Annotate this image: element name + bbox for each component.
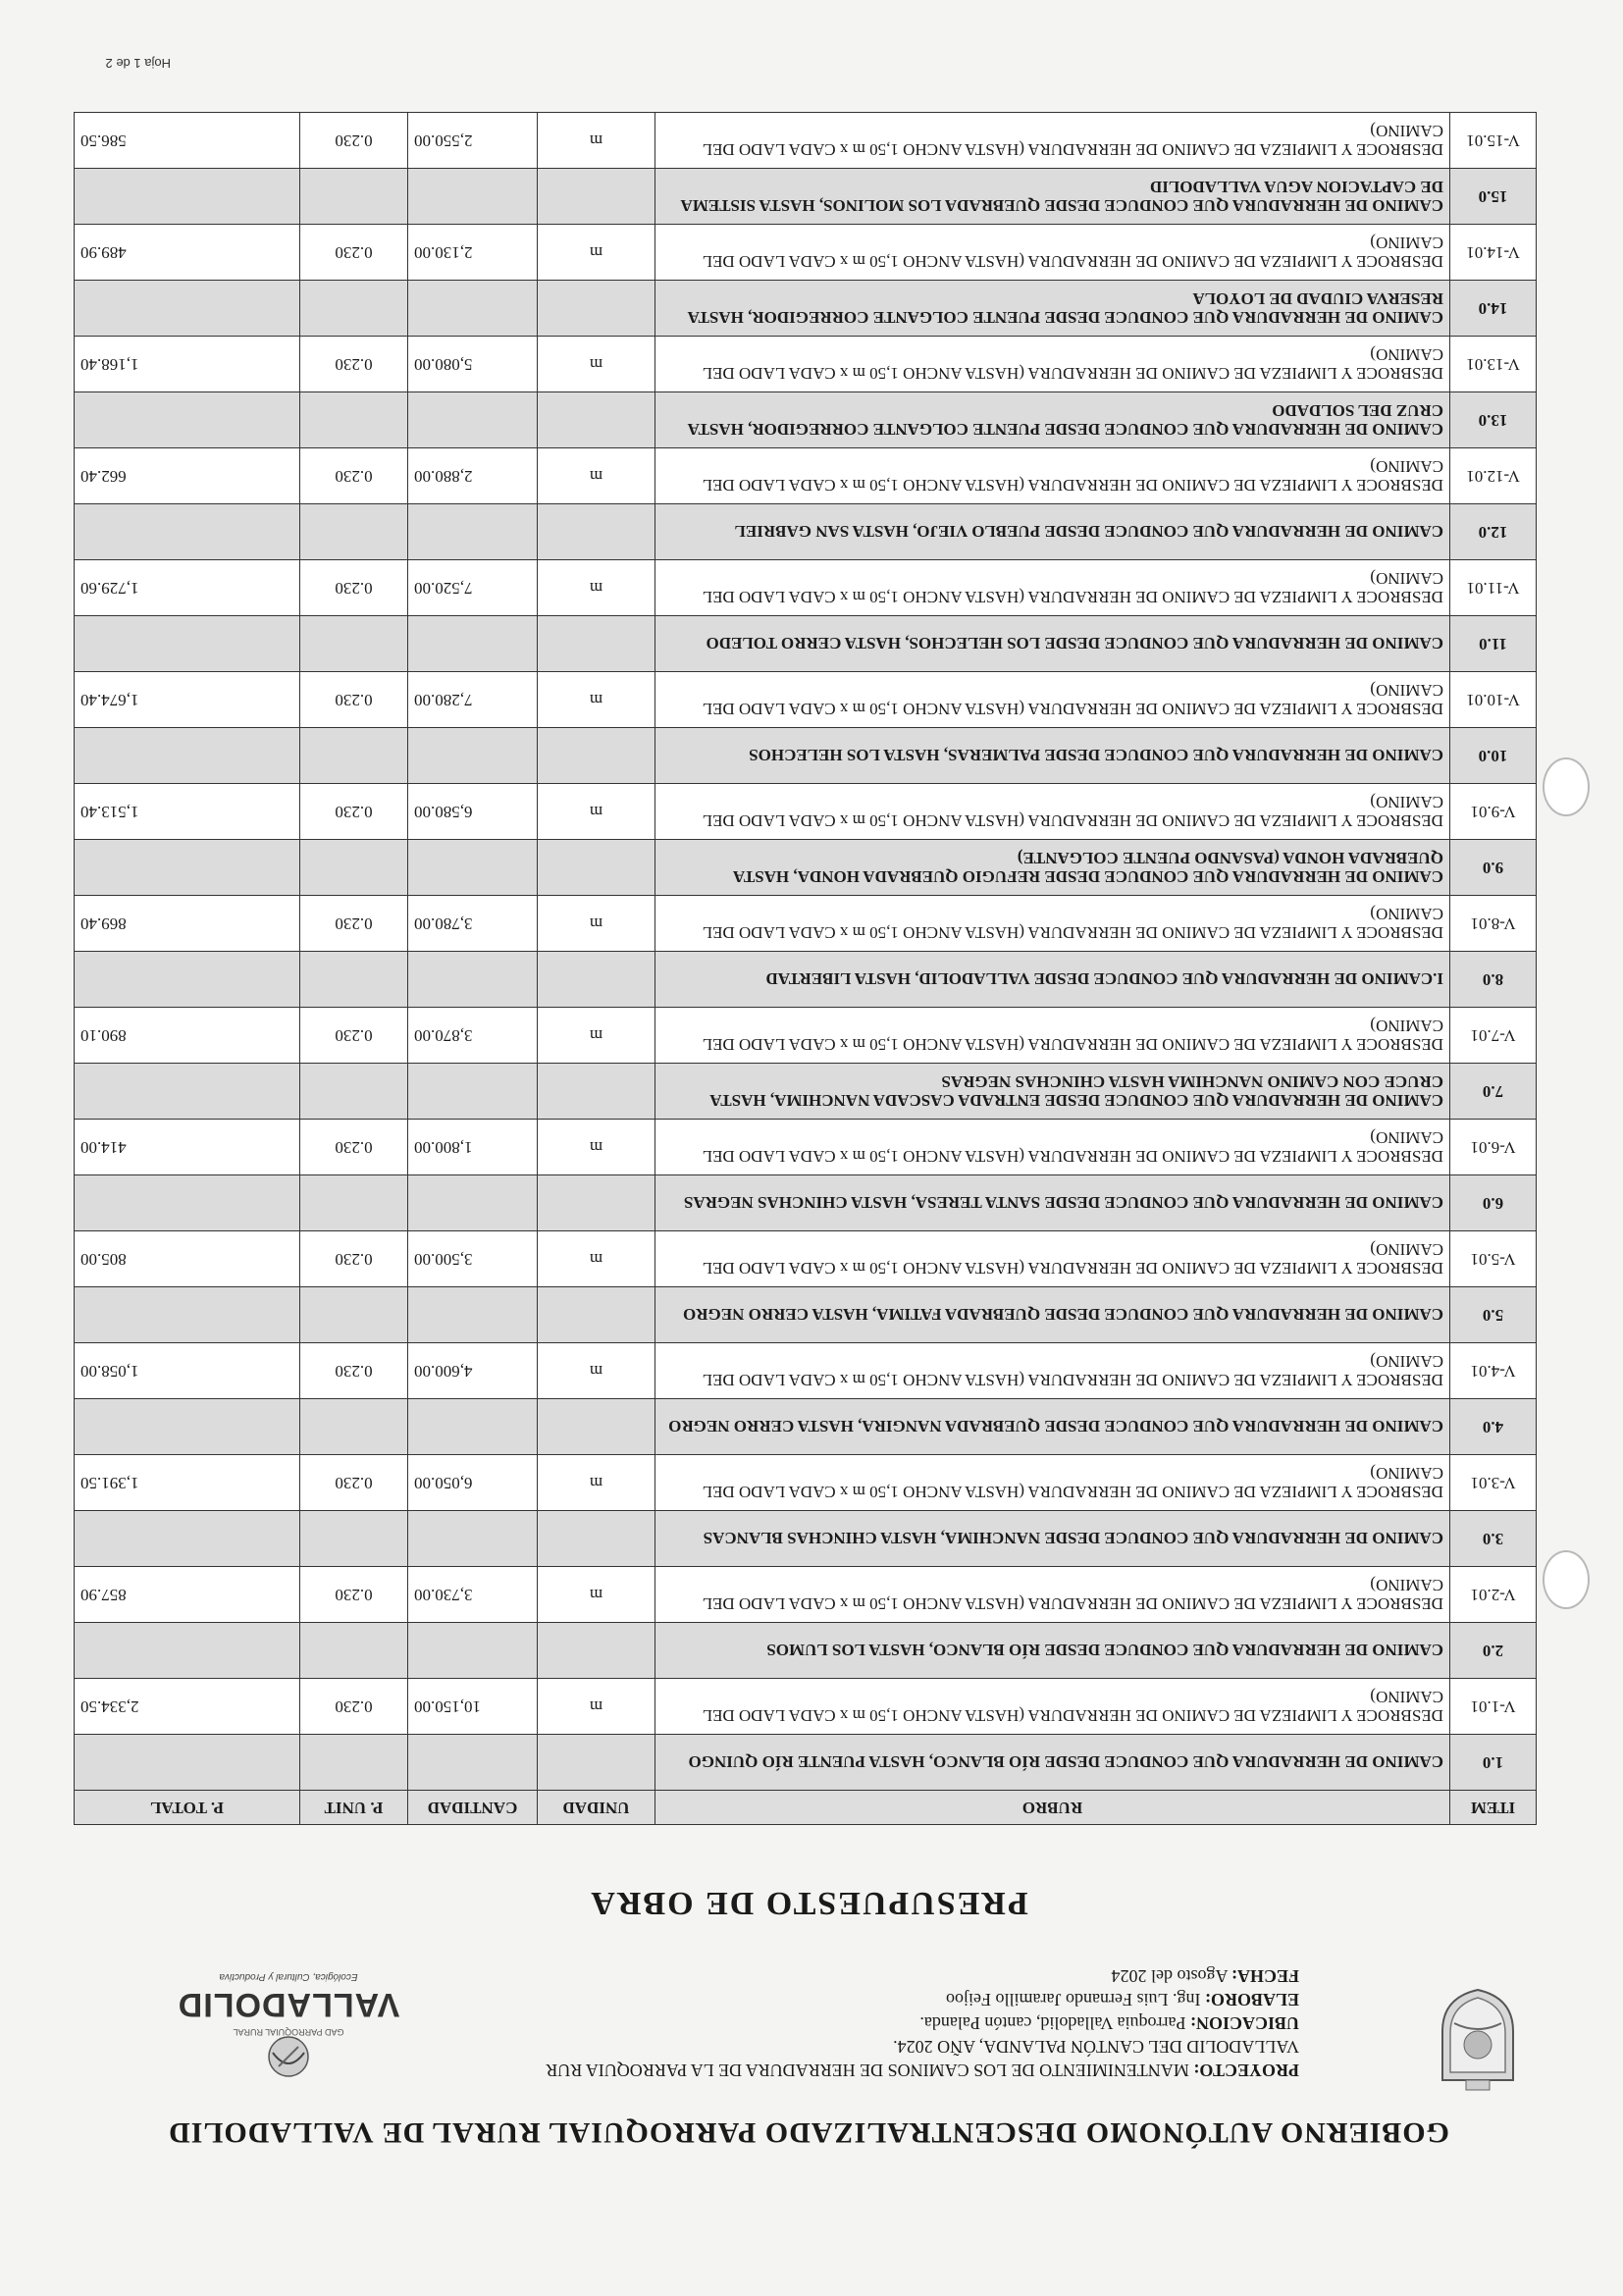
cell-unidad bbox=[538, 504, 655, 560]
cell-punit bbox=[300, 1287, 408, 1343]
cell-item: V-4.01 bbox=[1450, 1343, 1537, 1399]
cell-ptotal: 662.40 bbox=[75, 448, 300, 504]
cell-unidad bbox=[538, 616, 655, 672]
cell-unidad: m bbox=[538, 560, 655, 616]
cell-unidad: m bbox=[538, 784, 655, 840]
cell-cantidad: 1,800.00 bbox=[408, 1120, 538, 1175]
cell-punit bbox=[300, 1623, 408, 1679]
cell-punit bbox=[300, 169, 408, 225]
cell-punit bbox=[300, 1064, 408, 1120]
cell-rubro: CAMINO DE HERRADURA QUE CONDUCE DESDE PUEBLO VIEJO, HASTA SAN GABRIEL bbox=[655, 504, 1450, 560]
table-row bbox=[75, 784, 1537, 840]
date-line bbox=[445, 1964, 1299, 1988]
cell-ptotal bbox=[75, 728, 300, 784]
project-line bbox=[445, 2035, 1299, 2082]
cell-cantidad: 2,130.00 bbox=[408, 225, 538, 281]
cell-punit: 0.230 bbox=[300, 1455, 408, 1511]
cell-rubro: CAMINO DE HERRADURA QUE CONDUCE DESDE PUENTE COLGANTE CORREGIDOR, HASTA RESERVA CIUDAD DE LOYOLA bbox=[655, 281, 1450, 337]
cell-unidad bbox=[538, 728, 655, 784]
cell-ptotal: 414.00 bbox=[75, 1120, 300, 1175]
table-category-row bbox=[75, 1175, 1537, 1231]
cell-ptotal bbox=[75, 1511, 300, 1567]
cell-unidad: m bbox=[538, 1008, 655, 1064]
cell-unidad bbox=[538, 1287, 655, 1343]
cell-rubro: CAMINO DE HERRADURA QUE CONDUCE DESDE RÍO BLANCO, HASTA LOS LUMOS bbox=[655, 1623, 1450, 1679]
cell-punit bbox=[300, 392, 408, 448]
cell-rubro: DESBROCE Y LIMPIEZA DE CAMINO DE HERRADURA (HASTA ANCHO 1,50 m x CADA LADO DEL CAMINO) bbox=[655, 1231, 1450, 1287]
coat-of-arms-seal bbox=[1433, 1986, 1523, 2092]
table-row bbox=[75, 337, 1537, 392]
cell-unidad bbox=[538, 169, 655, 225]
cell-item: V-13.01 bbox=[1450, 337, 1537, 392]
cell-punit: 0.230 bbox=[300, 113, 408, 169]
budget-table bbox=[74, 112, 1537, 1825]
cell-item: 11.0 bbox=[1450, 616, 1537, 672]
cell-unidad: m bbox=[538, 1120, 655, 1175]
cell-cantidad bbox=[408, 504, 538, 560]
project-label: PROYECTO: bbox=[1193, 2061, 1299, 2080]
cell-rubro: CAMINO DE HERRADURA QUE CONDUCE DESDE QUEBRADA NANGIRA, HASTA CERRO NEGRO bbox=[655, 1399, 1450, 1455]
location-value: Parroquia Valladolid, cantón Palanda. bbox=[919, 2013, 1186, 2033]
cell-cantidad: 3,730.00 bbox=[408, 1567, 538, 1623]
cell-rubro: DESBROCE Y LIMPIEZA DE CAMINO DE HERRADURA (HASTA ANCHO 1,50 m x CADA LADO DEL CAMINO) bbox=[655, 113, 1450, 169]
cell-cantidad: 7,280.00 bbox=[408, 672, 538, 728]
cell-punit bbox=[300, 1735, 408, 1791]
cell-ptotal: 1,674.40 bbox=[75, 672, 300, 728]
header-punit: P. UNIT bbox=[300, 1791, 408, 1825]
cell-item: 2.0 bbox=[1450, 1623, 1537, 1679]
cell-cantidad bbox=[408, 1735, 538, 1791]
header-rubro: RUBRO bbox=[655, 1791, 1450, 1825]
cell-cantidad bbox=[408, 1399, 538, 1455]
table-row bbox=[75, 560, 1537, 616]
cell-ptotal bbox=[75, 169, 300, 225]
cell-unidad bbox=[538, 952, 655, 1008]
cell-item: V-8.01 bbox=[1450, 896, 1537, 952]
cell-ptotal bbox=[75, 952, 300, 1008]
cell-cantidad: 5,080.00 bbox=[408, 337, 538, 392]
cell-unidad bbox=[538, 281, 655, 337]
cell-rubro: CAMINO DE HERRADURA QUE CONDUCE DESDE NANCHIMA, HASTA CHINCHAS BLANCAS bbox=[655, 1511, 1450, 1567]
cell-ptotal: 1,729.60 bbox=[75, 560, 300, 616]
cell-ptotal: 586.50 bbox=[75, 113, 300, 169]
project-info bbox=[445, 1964, 1299, 2082]
cell-punit: 0.230 bbox=[300, 784, 408, 840]
cell-cantidad: 7,520.00 bbox=[408, 560, 538, 616]
cell-rubro: DESBROCE Y LIMPIEZA DE CAMINO DE HERRADURA (HASTA ANCHO 1,50 m x CADA LADO DEL CAMINO) bbox=[655, 1120, 1450, 1175]
cell-item: 9.0 bbox=[1450, 840, 1537, 896]
cell-cantidad: 3,870.00 bbox=[408, 1008, 538, 1064]
cell-rubro: CAMINO DE HERRADURA QUE CONDUCE DESDE SANTA TERESA, HASTA CHINCHAS NEGRAS bbox=[655, 1175, 1450, 1231]
cell-cantidad: 4,600.00 bbox=[408, 1343, 538, 1399]
location-line bbox=[445, 2011, 1299, 2035]
cell-unidad bbox=[538, 840, 655, 896]
cell-unidad: m bbox=[538, 448, 655, 504]
document-header bbox=[73, 1885, 1544, 2149]
cell-item: 8.0 bbox=[1450, 952, 1537, 1008]
cell-cantidad bbox=[408, 1287, 538, 1343]
cell-ptotal bbox=[75, 1399, 300, 1455]
logo-slogan: Ecológica, Cultural y Productiva bbox=[219, 1971, 358, 1982]
table-category-row bbox=[75, 169, 1537, 225]
cell-cantidad: 6,580.00 bbox=[408, 784, 538, 840]
cell-ptotal bbox=[75, 392, 300, 448]
cell-rubro: DESBROCE Y LIMPIEZA DE CAMINO DE HERRADURA (HASTA ANCHO 1,50 m x CADA LADO DEL CAMINO) bbox=[655, 896, 1450, 952]
cell-item: V-15.01 bbox=[1450, 113, 1537, 169]
cell-ptotal bbox=[75, 1623, 300, 1679]
table-category-row bbox=[75, 1287, 1537, 1343]
punch-hole-top bbox=[1543, 1550, 1590, 1609]
cell-ptotal: 2,334.50 bbox=[75, 1679, 300, 1735]
cell-punit bbox=[300, 281, 408, 337]
cell-cantidad: 3,780.00 bbox=[408, 896, 538, 952]
cell-ptotal: 1,391.50 bbox=[75, 1455, 300, 1511]
cell-unidad: m bbox=[538, 896, 655, 952]
author-label: ELABORO: bbox=[1204, 1990, 1299, 2009]
cell-rubro: DESBROCE Y LIMPIEZA DE CAMINO DE HERRADURA (HASTA ANCHO 1,50 m x CADA LADO DEL CAMINO) bbox=[655, 448, 1450, 504]
cell-unidad bbox=[538, 1175, 655, 1231]
cell-rubro: I.CAMINO DE HERRADURA QUE CONDUCE DESDE VALLADOLID, HASTA LIBERTAD bbox=[655, 952, 1450, 1008]
cell-unidad: m bbox=[538, 672, 655, 728]
cell-item: V-3.01 bbox=[1450, 1455, 1537, 1511]
cell-unidad: m bbox=[538, 1679, 655, 1735]
cell-item: V-2.01 bbox=[1450, 1567, 1537, 1623]
table-category-row bbox=[75, 1064, 1537, 1120]
cell-item: V-10.01 bbox=[1450, 672, 1537, 728]
cell-unidad bbox=[538, 1735, 655, 1791]
cell-unidad bbox=[538, 392, 655, 448]
cell-ptotal: 1,513.40 bbox=[75, 784, 300, 840]
project-value: MANTENIMIENTO DE LOS CAMINOS DE HERRADURA DE LA PARROQUIA RUR VALLADOLID DEL CANTÓN PALANDA, AÑO 2024. bbox=[546, 2037, 1299, 2080]
cell-ptotal: 869.40 bbox=[75, 896, 300, 952]
cell-ptotal bbox=[75, 1735, 300, 1791]
cell-rubro: CAMINO DE HERRADURA QUE CONDUCE DESDE REFUGIO QUEBRADA HONDA, HASTA QUEBRADA HONDA (PASANDO PUENTE COLGANTE) bbox=[655, 840, 1450, 896]
punch-hole-bottom bbox=[1543, 757, 1590, 816]
cell-unidad: m bbox=[538, 1231, 655, 1287]
cell-item: 15.0 bbox=[1450, 169, 1537, 225]
cell-ptotal bbox=[75, 1287, 300, 1343]
cell-ptotal bbox=[75, 616, 300, 672]
cell-item: V-5.01 bbox=[1450, 1231, 1537, 1287]
cell-punit bbox=[300, 1175, 408, 1231]
table-category-row bbox=[75, 1735, 1537, 1791]
cell-item: V-6.01 bbox=[1450, 1120, 1537, 1175]
logo-tagline-top: GAD PARROQUIAL RURAL bbox=[233, 2027, 344, 2037]
cell-punit: 0.230 bbox=[300, 1231, 408, 1287]
cell-ptotal: 857.90 bbox=[75, 1567, 300, 1623]
cell-rubro: CAMINO DE HERRADURA QUE CONDUCE DESDE ENTRADA CASCADA NANCHIMA, HASTA CRUCE CON CAMINO NANCHIMA HASTA CHINCHAS NEGRAS bbox=[655, 1064, 1450, 1120]
table-category-row bbox=[75, 281, 1537, 337]
cell-rubro: DESBROCE Y LIMPIEZA DE CAMINO DE HERRADURA (HASTA ANCHO 1,50 m x CADA LADO DEL CAMINO) bbox=[655, 1455, 1450, 1511]
cell-ptotal: 1,058.00 bbox=[75, 1343, 300, 1399]
cell-ptotal bbox=[75, 1064, 300, 1120]
cell-rubro: CAMINO DE HERRADURA QUE CONDUCE DESDE QUEBRADA LOS MOLINOS, HASTA SISTEMA DE CAPTACION AGUA VALLADOLID bbox=[655, 169, 1450, 225]
cell-rubro: DESBROCE Y LIMPIEZA DE CAMINO DE HERRADURA (HASTA ANCHO 1,50 m x CADA LADO DEL CAMINO) bbox=[655, 1679, 1450, 1735]
cell-ptotal: 489.90 bbox=[75, 225, 300, 281]
cell-punit bbox=[300, 840, 408, 896]
cell-cantidad bbox=[408, 1623, 538, 1679]
document-title: PRESUPUESTO DE OBRA bbox=[589, 1885, 1028, 1921]
cell-item: 13.0 bbox=[1450, 392, 1537, 448]
cell-punit: 0.230 bbox=[300, 560, 408, 616]
cell-unidad bbox=[538, 1399, 655, 1455]
cell-unidad: m bbox=[538, 225, 655, 281]
cell-rubro: DESBROCE Y LIMPIEZA DE CAMINO DE HERRADURA (HASTA ANCHO 1,50 m x CADA LADO DEL CAMINO) bbox=[655, 560, 1450, 616]
table-row bbox=[75, 1343, 1537, 1399]
valladolid-logo bbox=[171, 1943, 406, 2080]
cell-item: 5.0 bbox=[1450, 1287, 1537, 1343]
cell-rubro: DESBROCE Y LIMPIEZA DE CAMINO DE HERRADURA (HASTA ANCHO 1,50 m x CADA LADO DEL CAMINO) bbox=[655, 784, 1450, 840]
cell-cantidad bbox=[408, 728, 538, 784]
header-unidad: UNIDAD bbox=[538, 1791, 655, 1825]
cell-punit: 0.230 bbox=[300, 1679, 408, 1735]
cell-item: V-11.01 bbox=[1450, 560, 1537, 616]
cell-cantidad bbox=[408, 169, 538, 225]
table-category-row bbox=[75, 840, 1537, 896]
page-number: Hoja 1 de 2 bbox=[105, 56, 171, 71]
cell-ptotal bbox=[75, 504, 300, 560]
cell-punit bbox=[300, 1511, 408, 1567]
table-category-row bbox=[75, 504, 1537, 560]
cell-cantidad bbox=[408, 1064, 538, 1120]
cell-item: 12.0 bbox=[1450, 504, 1537, 560]
cell-punit: 0.230 bbox=[300, 672, 408, 728]
date-value: Agosto del 2024 bbox=[1111, 1966, 1229, 1986]
cell-unidad bbox=[538, 1511, 655, 1567]
cell-unidad: m bbox=[538, 1455, 655, 1511]
table-row bbox=[75, 1120, 1537, 1175]
cell-rubro: DESBROCE Y LIMPIEZA DE CAMINO DE HERRADURA (HASTA ANCHO 1,50 m x CADA LADO DEL CAMINO) bbox=[655, 225, 1450, 281]
cell-unidad bbox=[538, 1064, 655, 1120]
cell-cantidad: 6,050.00 bbox=[408, 1455, 538, 1511]
cell-punit: 0.230 bbox=[300, 337, 408, 392]
cell-cantidad bbox=[408, 1511, 538, 1567]
cell-item: 6.0 bbox=[1450, 1175, 1537, 1231]
table-row bbox=[75, 1455, 1537, 1511]
table-row bbox=[75, 1679, 1537, 1735]
budget-table-body bbox=[75, 113, 1537, 1791]
cell-cantidad bbox=[408, 840, 538, 896]
cell-rubro: DESBROCE Y LIMPIEZA DE CAMINO DE HERRADURA (HASTA ANCHO 1,50 m x CADA LADO DEL CAMINO) bbox=[655, 337, 1450, 392]
cell-punit: 0.230 bbox=[300, 1567, 408, 1623]
cell-cantidad: 3,500.00 bbox=[408, 1231, 538, 1287]
date-label: FECHA: bbox=[1231, 1966, 1299, 1986]
header-ptotal: P. TOTAL bbox=[75, 1791, 300, 1825]
cell-unidad bbox=[538, 1623, 655, 1679]
cell-rubro: CAMINO DE HERRADURA QUE CONDUCE DESDE PUENTE COLGANTE CORREGIDOR, HASTA CRUZ DEL SOLDADO bbox=[655, 392, 1450, 448]
cell-cantidad bbox=[408, 392, 538, 448]
cell-item: 1.0 bbox=[1450, 1735, 1537, 1791]
cell-ptotal: 1,168.40 bbox=[75, 337, 300, 392]
header-cantidad: CANTIDAD bbox=[408, 1791, 538, 1825]
table-category-row bbox=[75, 1399, 1537, 1455]
cell-rubro: CAMINO DE HERRADURA QUE CONDUCE DESDE QUEBRADA FATIMA, HASTA CERRO NEGRO bbox=[655, 1287, 1450, 1343]
table-row bbox=[75, 672, 1537, 728]
table-category-row bbox=[75, 1623, 1537, 1679]
cell-rubro: CAMINO DE HERRADURA QUE CONDUCE DESDE LOS HELECHOS, HASTA CERRO TOLEDO bbox=[655, 616, 1450, 672]
table-row bbox=[75, 448, 1537, 504]
cell-cantidad: 10,150.00 bbox=[408, 1679, 538, 1735]
table-row bbox=[75, 1567, 1537, 1623]
cell-punit: 0.230 bbox=[300, 1343, 408, 1399]
cell-rubro: DESBROCE Y LIMPIEZA DE CAMINO DE HERRADURA (HASTA ANCHO 1,50 m x CADA LADO DEL CAMINO) bbox=[655, 1008, 1450, 1064]
cell-unidad: m bbox=[538, 113, 655, 169]
cell-rubro: CAMINO DE HERRADURA QUE CONDUCE DESDE RÍO BLANCO, HASTA PUENTE RÍO QUINGO bbox=[655, 1735, 1450, 1791]
cell-item: V-7.01 bbox=[1450, 1008, 1537, 1064]
cell-rubro: DESBROCE Y LIMPIEZA DE CAMINO DE HERRADURA (HASTA ANCHO 1,50 m x CADA LADO DEL CAMINO) bbox=[655, 1343, 1450, 1399]
cell-item: 7.0 bbox=[1450, 1064, 1537, 1120]
cell-rubro: DESBROCE Y LIMPIEZA DE CAMINO DE HERRADURA (HASTA ANCHO 1,50 m x CADA LADO DEL CAMINO) bbox=[655, 1567, 1450, 1623]
cell-ptotal bbox=[75, 1175, 300, 1231]
cell-item: 3.0 bbox=[1450, 1511, 1537, 1567]
cell-ptotal: 890.10 bbox=[75, 1008, 300, 1064]
cell-punit: 0.230 bbox=[300, 1008, 408, 1064]
cell-rubro: DESBROCE Y LIMPIEZA DE CAMINO DE HERRADURA (HASTA ANCHO 1,50 m x CADA LADO DEL CAMINO) bbox=[655, 672, 1450, 728]
cell-item: V-14.01 bbox=[1450, 225, 1537, 281]
cell-punit: 0.230 bbox=[300, 1120, 408, 1175]
cell-item: 4.0 bbox=[1450, 1399, 1537, 1455]
organization-title: GOBIERNO AUTÓNOMO DESCENTRALIZADO PARROQUIAL RURAL DE VALLADOLID bbox=[168, 2116, 1449, 2149]
cell-unidad: m bbox=[538, 337, 655, 392]
table-category-row bbox=[75, 1511, 1537, 1567]
table-row bbox=[75, 1231, 1537, 1287]
table-row bbox=[75, 896, 1537, 952]
cell-punit: 0.230 bbox=[300, 448, 408, 504]
cell-item: 10.0 bbox=[1450, 728, 1537, 784]
cell-punit bbox=[300, 504, 408, 560]
cell-ptotal bbox=[75, 281, 300, 337]
cell-punit bbox=[300, 1399, 408, 1455]
table-row bbox=[75, 1008, 1537, 1064]
cell-ptotal bbox=[75, 840, 300, 896]
table-category-row bbox=[75, 728, 1537, 784]
cell-cantidad bbox=[408, 281, 538, 337]
logo-wordmark: VALLADOLID bbox=[177, 1986, 400, 2023]
cell-punit bbox=[300, 616, 408, 672]
cell-cantidad bbox=[408, 616, 538, 672]
logo-emblem-icon bbox=[171, 2031, 406, 2080]
cell-punit bbox=[300, 728, 408, 784]
header-item: ITEM bbox=[1450, 1791, 1537, 1825]
table-row bbox=[75, 113, 1537, 169]
cell-item: V-12.01 bbox=[1450, 448, 1537, 504]
author-line bbox=[445, 1988, 1299, 2011]
table-row bbox=[75, 225, 1537, 281]
table-header-row bbox=[75, 1791, 1537, 1825]
cell-cantidad: 2,550.00 bbox=[408, 113, 538, 169]
cell-ptotal: 805.00 bbox=[75, 1231, 300, 1287]
cell-cantidad: 2,880.00 bbox=[408, 448, 538, 504]
cell-punit bbox=[300, 952, 408, 1008]
cell-punit: 0.230 bbox=[300, 896, 408, 952]
cell-item: V-9.01 bbox=[1450, 784, 1537, 840]
cell-unidad: m bbox=[538, 1343, 655, 1399]
cell-rubro: CAMINO DE HERRADURA QUE CONDUCE DESDE PALMERAS, HASTA LOS HELECHOS bbox=[655, 728, 1450, 784]
cell-item: 14.0 bbox=[1450, 281, 1537, 337]
location-label: UBICACION: bbox=[1189, 2013, 1299, 2033]
cell-item: V-1.01 bbox=[1450, 1679, 1537, 1735]
cell-cantidad bbox=[408, 1175, 538, 1231]
cell-cantidad bbox=[408, 952, 538, 1008]
cell-punit: 0.230 bbox=[300, 225, 408, 281]
table-category-row bbox=[75, 392, 1537, 448]
author-value: Ing. Luis Fernando Jaramillo Feijoo bbox=[946, 1990, 1201, 2009]
cell-unidad: m bbox=[538, 1567, 655, 1623]
table-category-row bbox=[75, 616, 1537, 672]
table-category-row bbox=[75, 952, 1537, 1008]
